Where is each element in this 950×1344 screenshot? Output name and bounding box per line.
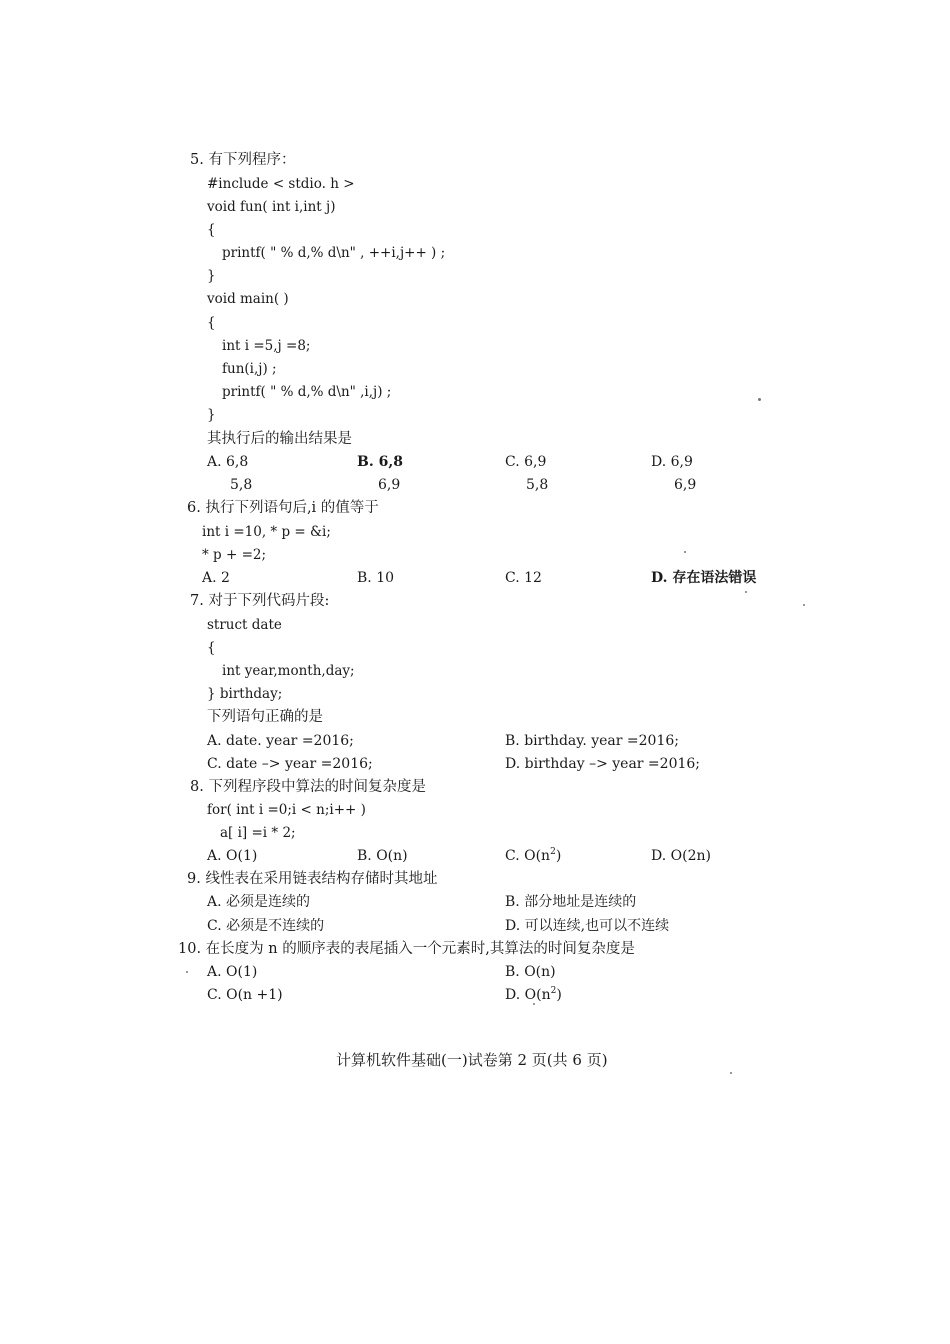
- q9-stem: 9. 线性表在采用链表结构存储时其地址: [187, 871, 438, 887]
- scan-speck: [803, 604, 805, 606]
- q9-option-b: B. 部分地址是连续的: [505, 894, 637, 910]
- q8-code-line: a[ i] =i * 2;: [220, 825, 296, 841]
- q8-option-d: D. O(2n): [651, 848, 711, 864]
- q5-code-line: fun(i,j) ;: [222, 361, 277, 377]
- q6-option-c: C. 12: [505, 570, 542, 586]
- scan-speck: [730, 1072, 732, 1074]
- q5-option-c-line2: 5,8: [526, 477, 549, 493]
- q10-stem: 10. 在长度为 n 的顺序表的表尾插入一个元素时,其算法的时间复杂度是: [178, 941, 635, 957]
- q6-code-line: int i =10, * p = &i;: [202, 524, 331, 540]
- q5-option-d: D. 6,9: [651, 454, 693, 470]
- q5-code-line: {: [207, 315, 216, 331]
- q6-option-b: B. 10: [357, 570, 395, 586]
- q7-code-line: {: [207, 640, 216, 656]
- q5-code-line: }: [207, 268, 216, 284]
- scan-speck: [745, 591, 747, 593]
- q5-code-line: int i =5,j =8;: [222, 338, 311, 354]
- scan-speck: [186, 971, 188, 973]
- q10-option-d: [505, 986, 562, 1004]
- q5-code-line: printf( " % d,% d\n" , ++i,j++ ) ;: [222, 245, 446, 261]
- q7-option-d: D. birthday –> year =2016;: [505, 756, 701, 772]
- q7-stem: 7. 对于下列代码片段:: [190, 593, 330, 609]
- q8-option-c-exponent: 2: [550, 847, 556, 857]
- q5-option-c: C. 6,9: [505, 454, 547, 470]
- q9-option-d: D. 可以连续,也可以不连续: [505, 918, 670, 934]
- q5-code-line: void main( ): [207, 291, 289, 307]
- q8-option-c-text: C. O(n: [505, 848, 551, 864]
- q8-option-c: [505, 847, 561, 865]
- scan-speck: [684, 551, 686, 553]
- q10-option-d-text: D. O(n: [505, 987, 551, 1003]
- q10-option-d-exponent: 2: [550, 986, 557, 996]
- q9-option-a: A. 必须是连续的: [207, 894, 311, 910]
- q5-code-line: }: [207, 407, 216, 423]
- q7-option-c: C. date –> year =2016;: [207, 756, 373, 772]
- q5-code-line: void fun( int i,int j): [207, 199, 336, 215]
- q5-option-a: A. 6,8: [207, 454, 249, 470]
- q7-prompt: 下列语句正确的是: [207, 709, 323, 725]
- q5-option-a-line2: 5,8: [230, 477, 253, 493]
- q8-code-line: for( int i =0;i < n;i++ ): [207, 802, 366, 818]
- q10-option-c: C. O(n +1): [207, 987, 283, 1003]
- page-footer: 计算机软件基础(一)试卷第 2 页(共 6 页): [336, 1051, 608, 1069]
- q7-option-b: B. birthday. year =2016;: [505, 733, 679, 749]
- q5-option-d-line2: 6,9: [674, 477, 697, 493]
- q5-code-line: {: [207, 222, 216, 238]
- q5-code-line: #include < stdio. h >: [207, 176, 355, 192]
- scan-speck: [758, 398, 761, 401]
- q8-option-b: B. O(n): [357, 848, 408, 864]
- q10-option-d-close: ): [556, 987, 562, 1003]
- q6-code-line: * p + =2;: [202, 547, 267, 563]
- q7-option-a: A. date. year =2016;: [207, 733, 354, 749]
- q10-option-b: B. O(n): [505, 964, 556, 980]
- q5-code-line: printf( " % d,% d\n" ,i,j) ;: [222, 384, 392, 400]
- q8-stem: 8. 下列程序段中算法的时间复杂度是: [190, 779, 426, 795]
- q5-option-b-line2: 6,9: [378, 477, 401, 493]
- q6-option-d: D. 存在语法错误: [651, 570, 757, 586]
- q5-prompt: 其执行后的输出结果是: [207, 431, 352, 447]
- q5-option-b: B. 6,8: [357, 454, 403, 470]
- q7-code-line: } birthday;: [207, 686, 283, 702]
- q6-stem: 6. 执行下列语句后,i 的值等于: [187, 500, 379, 516]
- q10-option-a: A. O(1): [207, 964, 258, 980]
- q8-option-c-close: ): [555, 848, 562, 864]
- q7-code-line: struct date: [207, 617, 282, 633]
- q6-option-a: A. 2: [202, 570, 230, 586]
- q8-option-a: A. O(1): [207, 848, 258, 864]
- q5-stem: 5. 有下列程序：: [190, 152, 296, 168]
- q7-code-line: int year,month,day;: [222, 663, 355, 679]
- scan-speck: [533, 1003, 535, 1005]
- q9-option-c: C. 必须是不连续的: [207, 918, 325, 934]
